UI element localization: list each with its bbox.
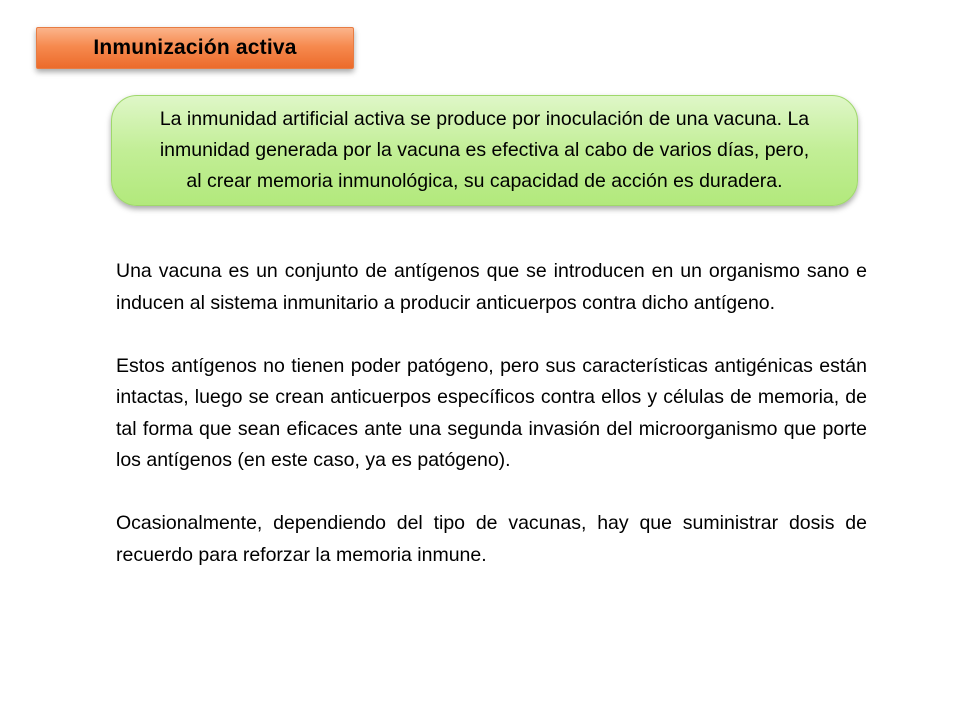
callout-line: al crear memoria inmunológica, su capacidad de acción es duradera. [186,170,783,192]
paragraph-booster-doses: Ocasionalmente, dependiendo del tipo de vacunas, hay que suministrar dosis de recuerdo para reforzar la memoria inmune. [116,512,867,566]
paragraph-antigens: Estos antígenos no tienen poder patógeno, pero sus características antigénicas están intactas, luego se crean anticuerpos específicos contra ellos y células de memoria, de tal forma que sean eficaces ante una segunda invasión del microorganismo que porte los antígenos (en este caso, ya es patógeno). [116,354,867,471]
body-text [116,256,867,603]
slide-title: Inmunización activa [36,27,354,69]
callout-line: La inmunidad artificial activa se produce por inoculación de una vacuna. La [159,108,810,130]
paragraph-vaccine-definition: Una vacuna es un conjunto de antígenos que se introducen en un organismo sano e inducen al sistema inmunitario a producir anticuerpos contra dicho antígeno. [116,260,867,314]
callout-line: inmunidad generada por la vacuna es efectiva al cabo de varios días, pero, [159,139,810,161]
definition-callout [111,95,858,206]
